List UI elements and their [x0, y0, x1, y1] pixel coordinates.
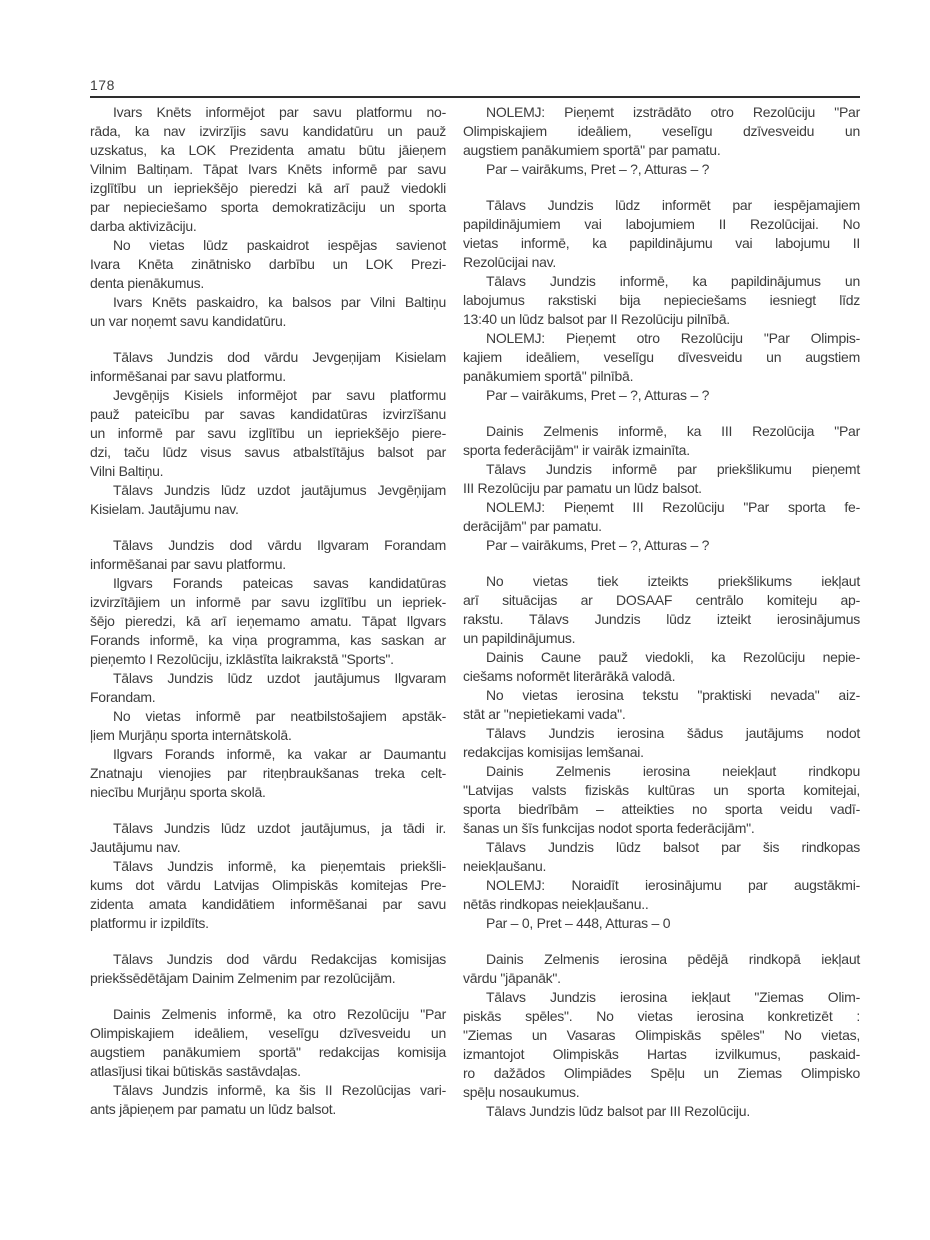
- paragraph: [463, 838, 860, 876]
- paragraph: [463, 498, 860, 536]
- paragraph: [90, 1081, 446, 1119]
- text-line: Dainis Zelmenis informē, ka III Rezolūcija "Par: [486, 423, 860, 439]
- text-line: rāda, ka nav izvirzījis savu kandidatūru un pauž: [90, 123, 446, 139]
- paragraph: [463, 329, 860, 386]
- text-line: Tālavs Jundzis ierosina šādus jautājums nodot: [486, 725, 860, 741]
- text-line: arī situācijas ar DOSAAF centrālo komiteju ap-: [463, 592, 860, 608]
- text-line: piskās spēles". No vietas ierosina konkretizēt :: [463, 1008, 860, 1024]
- text-line: NOLEMJ: Pieņemt otro Rezolūciju "Par Olimpis-: [486, 330, 860, 346]
- text-line: Tālavs Jundzis dod vārdu Ilgvaram Forandam: [113, 537, 446, 553]
- paragraph: [463, 572, 860, 648]
- text-line: stāt ar "nepietiekami vada".: [463, 706, 626, 722]
- text-line: un informē par savu izglītību un iepriekšējo piere-: [90, 425, 446, 441]
- text-line: Olimpiskajiem ideāliem, veselīgu dzīvesveidu un: [90, 1025, 446, 1041]
- text-line: atlasījusi tikai būtiskās sastāvdaļas.: [90, 1063, 301, 1079]
- text-line: No vietas lūdz paskaidrot iespējas savienot: [113, 237, 446, 253]
- text-line: šanas un šīs funkcijas nodot sporta federācijām".: [463, 820, 755, 836]
- text-line: kums dot vārdu Latvijas Olimpiskās komitejas Pre-: [90, 877, 446, 893]
- text-line: Tālavs Jundzis informē, ka šis II Rezolūcijas vari-: [113, 1082, 446, 1098]
- text-line: priekšsēdētājam Dainim Zelmenim par rezolūcijām.: [90, 970, 396, 986]
- paragraph: [463, 386, 860, 405]
- text-line: Dainis Zelmenis ierosina neiekļaut rindkopu: [486, 763, 860, 779]
- text-line: ciešams noformēt literārākā valodā.: [463, 668, 676, 684]
- paragraph: [90, 386, 446, 481]
- paragraph-spacer: [90, 988, 446, 1005]
- text-line: "Ziemas un Vasaras Olimpiskās spēles" No vietas,: [463, 1027, 860, 1043]
- paragraph: [463, 950, 860, 988]
- text-line: Tālavs Jundzis ierosina iekļaut "Ziemas Olim-: [486, 989, 860, 1005]
- text-line: NOLEMJ: Noraidīt ierosinājumu par augstākmi-: [486, 877, 860, 893]
- paragraph: [463, 160, 860, 179]
- paragraph: [463, 988, 860, 1102]
- text-line: platformu ir izpildīts.: [90, 915, 209, 931]
- paragraph: [90, 1005, 446, 1081]
- text-line: 13:40 un lūdz balsot par II Rezolūciju pilnībā.: [463, 311, 730, 327]
- paragraph-spacer: [463, 555, 860, 572]
- text-line: Ivars Knēts paskaidro, ka balsos par Vilni Baltiņu: [113, 294, 446, 310]
- text-line: nētās rindkopas neiekļaušanu..: [463, 896, 649, 912]
- text-columns: [90, 103, 860, 1121]
- page-number: 178: [90, 77, 115, 93]
- text-line: Ilgvars Forands informē, ka vakar ar Daumantu: [113, 746, 446, 762]
- column-left: [90, 103, 446, 1121]
- text-line: niecību Murjāņu sporta skolā.: [90, 784, 266, 800]
- text-line: un var noņemt savu kandidatūru.: [90, 313, 287, 329]
- text-line: Par – 0, Pret – 448, Atturas – 0: [486, 915, 671, 931]
- text-line: Forandam.: [90, 689, 156, 705]
- text-line: ļiem Murjāņu sporta internātskolā.: [90, 727, 292, 743]
- paragraph: [463, 103, 860, 160]
- paragraph: [90, 574, 446, 669]
- text-line: sporta federācijām" ir vairāk izmainīta.: [463, 442, 690, 458]
- paragraph: [463, 422, 860, 460]
- text-line: Tālavs Jundzis informē, ka pieņemtais priekšli-: [113, 858, 446, 874]
- paragraph: [463, 876, 860, 914]
- text-line: Tālavs Jundzis lūdz informēt par iespējamajiem: [486, 197, 860, 213]
- text-line: Jautājumu nav.: [90, 839, 181, 855]
- text-line: izglītību un iepriekšējo pieredzi kā arī pauž viedokli: [90, 180, 446, 196]
- paragraph: [90, 857, 446, 933]
- text-line: "Latvijas valsts fiziskās kultūras un sporta komitejai,: [463, 782, 860, 798]
- paragraph: [90, 950, 446, 988]
- paragraph: [463, 724, 860, 762]
- text-line: Dainis Zelmenis informē, ka otro Rezolūciju "Par: [113, 1006, 446, 1022]
- paragraph: [90, 236, 446, 293]
- text-line: III Rezolūciju par pamatu un lūdz balsot.: [463, 480, 702, 496]
- text-line: rakstu. Tālavs Jundzis lūdz izteikt ierosinājumus: [463, 611, 860, 627]
- text-line: Ivara Knēta zinātnisko darbību un LOK Prezi-: [90, 256, 446, 272]
- text-line: Ilgvars Forands pateicas savas kandidatūras: [113, 575, 446, 591]
- text-line: Dainis Caune pauž viedokli, ka Rezolūciju nepie-: [486, 649, 860, 665]
- text-line: kajiem ideāliem, veselīgu dīvesveidu un augstiem: [463, 349, 860, 365]
- text-line: Tālavs Jundzis lūdz uzdot jautājumus Ilgvaram: [113, 670, 446, 686]
- text-line: Rezolūcijai nav.: [463, 254, 557, 270]
- paragraph: [463, 686, 860, 724]
- text-line: un papildinājumus.: [463, 630, 576, 646]
- text-line: Par – vairākums, Pret – ?, Atturas – ?: [486, 161, 710, 177]
- text-line: Tālavs Jundzis lūdz uzdot jautājumus, ja tādi ir.: [113, 820, 446, 836]
- text-line: Tālavs Jundzis lūdz balsot par šis rindkopas: [486, 839, 860, 855]
- text-line: Tālavs Jundzis lūdz balsot par III Rezolūciju.: [486, 1103, 750, 1119]
- text-line: šējo pieredzi, kā arī ieņemamo amatu. Tāpat Ilgvars: [90, 613, 446, 629]
- text-line: pieņemto I Rezolūciju, izklāstīta laikrakstā "Sports".: [90, 651, 394, 667]
- paragraph: [463, 196, 860, 272]
- text-line: No vietas informē par neatbilstošajiem apstāk-: [113, 708, 446, 724]
- text-line: NOLEMJ: Pieņemt izstrādāto otro Rezolūciju "Par: [486, 104, 860, 120]
- paragraph-spacer: [90, 933, 446, 950]
- text-line: Par – vairākums, Pret – ?, Atturas – ?: [486, 387, 710, 403]
- text-line: derācijām" par pamatu.: [463, 518, 602, 534]
- text-line: Vilnim Baltiņam. Tāpat Ivars Knēts informē par savu: [90, 161, 446, 177]
- paragraph: [463, 1102, 860, 1121]
- text-line: informēšanai par savu platformu.: [90, 556, 286, 572]
- text-line: izmantojot Olimpiskās Hartas izvilkumus, paskaid-: [463, 1046, 860, 1062]
- text-line: zidenta amata kandidātiem informēšanai par savu: [90, 896, 446, 912]
- paragraph: [90, 819, 446, 857]
- text-line: darba aktivizāciju.: [90, 218, 197, 234]
- text-line: ants jāpieņem par pamatu un lūdz balsot.: [90, 1101, 337, 1117]
- text-line: panākumiem sportā" pilnībā.: [463, 368, 634, 384]
- paragraph-spacer: [90, 802, 446, 819]
- text-line: NOLEMJ: Pieņemt III Rezolūciju "Par sporta fe-: [486, 499, 860, 515]
- text-line: Tālavs Jundzis dod vārdu Jevgeņijam Kisielam: [113, 349, 446, 365]
- paragraph: [90, 669, 446, 707]
- text-line: Jevgēņijs Kisiels informējot par savu platformu: [113, 387, 446, 403]
- paragraph: [463, 460, 860, 498]
- paragraph: [463, 648, 860, 686]
- paragraph: [463, 536, 860, 555]
- paragraph: [90, 348, 446, 386]
- text-line: uzskatus, ka LOK Prezidenta amatu būtu jāieņem: [90, 142, 446, 158]
- paragraph: [90, 536, 446, 574]
- paragraph: [463, 272, 860, 329]
- text-line: Par – vairākums, Pret – ?, Atturas – ?: [486, 537, 710, 553]
- text-line: augstiem panākumiem sportā" redakcijas komisija: [90, 1044, 446, 1060]
- text-line: neiekļaušanu.: [463, 858, 547, 874]
- text-line: Forands informē, ka viņa programma, kas saskan ar: [90, 632, 446, 648]
- text-line: No vietas ierosina tekstu "praktiski nevada" aiz-: [486, 687, 860, 703]
- paragraph-spacer: [463, 933, 860, 950]
- text-line: denta pienākumus.: [90, 275, 205, 291]
- text-line: informēšanai par savu platformu.: [90, 368, 286, 384]
- text-line: papildinājumiem vai labojumiem II Rezolūcijai. No: [463, 216, 860, 232]
- text-line: dzi, taču lūdz visus savus atbalstītājus balsot par: [90, 444, 446, 460]
- text-line: izvirzītājiem un informē par savu izglītību un iepriek-: [90, 594, 446, 610]
- paragraph: [463, 762, 860, 838]
- column-right: [463, 103, 860, 1121]
- text-line: Vilni Baltiņu.: [90, 463, 164, 479]
- text-line: sporta biedrībām – atteikties no sporta veidu vadī-: [463, 801, 860, 817]
- text-line: labojumus rakstiski bija nepieciešams iesniegt līdz: [463, 292, 860, 308]
- paragraph: [90, 481, 446, 519]
- paragraph: [90, 293, 446, 331]
- paragraph-spacer: [463, 179, 860, 196]
- text-line: Tālavs Jundzis lūdz uzdot jautājumus Jevgēņijam: [113, 482, 446, 498]
- paragraph: [90, 103, 446, 236]
- text-line: ro dažādos Olimpiādes Spēļu un Ziemas Olimpisko: [463, 1065, 860, 1081]
- text-line: par nepieciešamo sporta demokratizāciju un sporta: [90, 199, 446, 215]
- paragraph-spacer: [90, 331, 446, 348]
- paragraph: [463, 914, 860, 933]
- header-rule: [90, 96, 860, 98]
- text-line: Olimpiskajiem ideāliem, veselīgu dzīvesveidu un: [463, 123, 860, 139]
- paragraph-spacer: [90, 519, 446, 536]
- text-line: pauž pateicību par savas kandidatūras izvirzīšanu: [90, 406, 446, 422]
- text-line: spēļu nosaukumus.: [463, 1084, 580, 1100]
- text-line: Dainis Zelmenis ierosina pēdējā rindkopā iekļaut: [486, 951, 860, 967]
- text-line: No vietas tiek izteikts priekšlikums iekļaut: [486, 573, 860, 589]
- text-line: Ivars Knēts informējot par savu platformu no-: [113, 104, 446, 120]
- text-line: vietas informē, ka papildinājumu vai labojumu II: [463, 235, 860, 251]
- text-line: redakcijas komisijas lemšanai.: [463, 744, 644, 760]
- text-line: vārdu "jāpanāk".: [463, 970, 561, 986]
- paragraph: [90, 745, 446, 802]
- paragraph-spacer: [463, 405, 860, 422]
- text-line: Tālavs Jundzis dod vārdu Redakcijas komisijas: [113, 951, 446, 967]
- text-line: augstiem panākumiem sportā" par pamatu.: [463, 142, 721, 158]
- text-line: Tālavs Jundzis informē par priekšlikumu pieņemt: [486, 461, 860, 477]
- text-line: Tālavs Jundzis informē, ka papildinājumus un: [486, 273, 860, 289]
- text-line: Kisielam. Jautājumu nav.: [90, 501, 239, 517]
- paragraph: [90, 707, 446, 745]
- text-line: Znatnaju vienojies par riteņbraukšanas treka celt-: [90, 765, 446, 781]
